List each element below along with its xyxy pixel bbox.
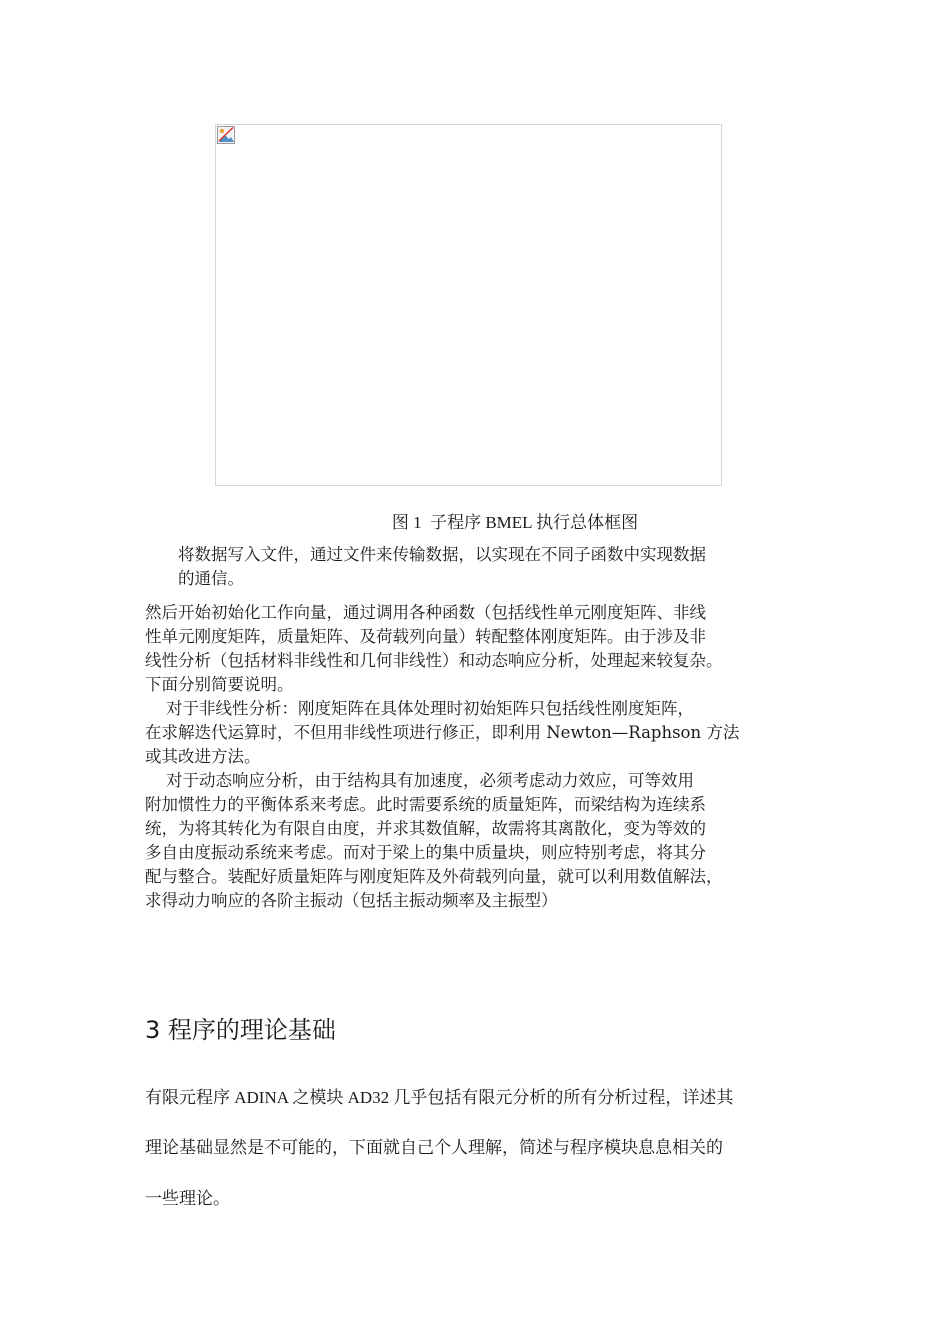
intro-paragraph	[178, 543, 706, 591]
paragraph-line: 性单元刚度矩阵，质量矩阵、及荷载列向量）转配整体刚度矩阵。由于涉及非	[145, 627, 706, 646]
paragraph-line: 对于动态响应分析，由于结构具有加速度，必须考虑动力效应，可等效用	[145, 771, 694, 790]
paragraph-line: 或其改进方法。	[145, 747, 261, 766]
section-text-line: 一些理论。	[145, 1189, 230, 1208]
paragraph-line: 将数据写入文件，通过文件来传输数据，以实现在不同子函数中实现数据	[178, 545, 706, 564]
paragraph-line: 统，为将其转化为有限自由度，并求其数值解，故需将其离散化，变为等效的	[145, 819, 706, 838]
paragraph-line: 配与整合。装配好质量矩阵与刚度矩阵及外荷载列向量，就可以利用数值解法，	[145, 867, 723, 886]
section-text-line: 有限元程序 ADINA 之模块 AD32 几乎包括有限元分析的所有分析过程，详述其	[145, 1088, 734, 1107]
paragraph-line: 求得动力响应的各阶主振动（包括主振动频率及主振型）	[145, 891, 558, 910]
main-paragraph	[145, 601, 739, 913]
figure-image-placeholder	[215, 124, 722, 486]
paragraph-line: 附加惯性力的平衡体系来考虑。此时需要系统的质量矩阵，而梁结构为连续系	[145, 795, 706, 814]
paragraph-line: 在求解迭代运算时，不但用非线性项进行修正，即利用 Newton—Raphson 方法	[145, 723, 740, 742]
paragraph-line: 下面分别简要说明。	[145, 675, 294, 694]
figure-caption: 图 1 子程序 BMEL 执行总体框图	[391, 513, 639, 532]
paragraph-line: 然后开始初始化工作向量，通过调用各种函数（包括线性单元刚度矩阵、非线	[145, 603, 706, 622]
broken-image-icon	[217, 126, 235, 144]
paragraph-line: 的通信。	[178, 569, 244, 588]
section-text-line: 理论基础显然是不可能的，下面就自己个人理解，简述与程序模块息息相关的	[145, 1138, 723, 1157]
paragraph-line: 多自由度振动系统来考虑。而对于梁上的集中质量块，则应特别考虑，将其分	[145, 843, 706, 862]
section-heading: 3 程序的理论基础	[145, 1016, 336, 1044]
paragraph-line: 线性分析（包括材料非线性和几何非线性）和动态响应分析，处理起来较复杂。	[145, 651, 723, 670]
paragraph-line: 对于非线性分析：刚度矩阵在具体处理时初始矩阵只包括线性刚度矩阵，	[145, 699, 694, 718]
